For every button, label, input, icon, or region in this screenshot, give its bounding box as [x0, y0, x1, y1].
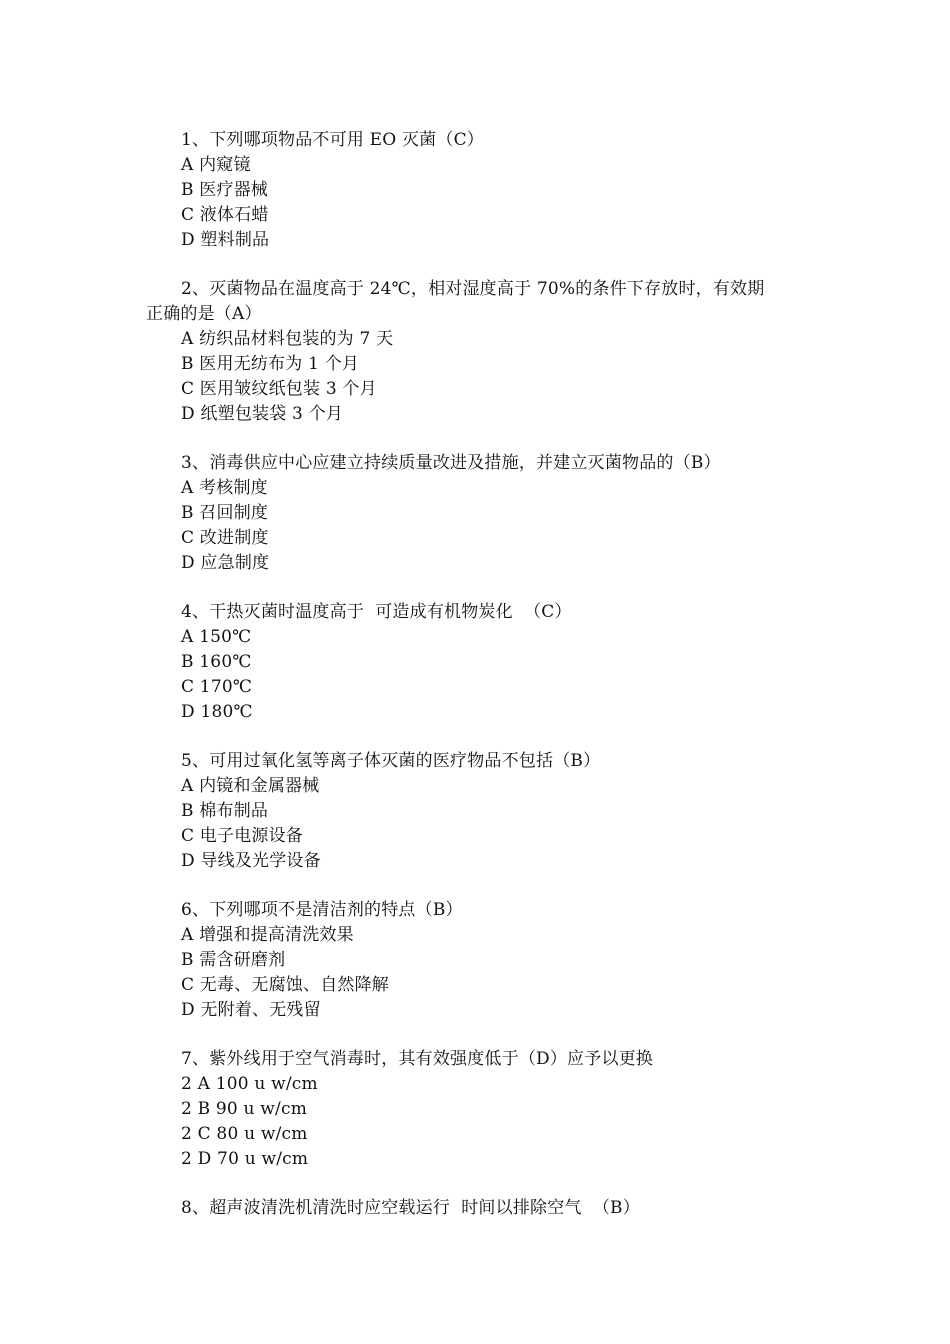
answer-option: C 医用皱纹纸包装 3 个月 — [181, 379, 377, 399]
answer-option: A 增强和提高清洗效果 — [181, 925, 354, 945]
answer-option: 2 A 100 u w/cm — [181, 1074, 318, 1094]
answer-option: C 无毒、无腐蚀、自然降解 — [181, 975, 390, 995]
question-stem: 1、下列哪项物品不可用 EO 灭菌（C） — [181, 130, 484, 150]
answer-option: A 内窥镜 — [181, 155, 251, 175]
answer-option: 2 C 80 u w/cm — [181, 1124, 308, 1144]
answer-option: A 纺织品材料包装的为 7 天 — [181, 329, 394, 349]
question-stem: 3、消毒供应中心应建立持续质量改进及措施，并建立灭菌物品的（B） — [181, 453, 721, 473]
answer-option: B 医用无纺布为 1 个月 — [181, 354, 360, 374]
answer-option: B 召回制度 — [181, 503, 269, 523]
answer-option: B 棉布制品 — [181, 801, 269, 821]
answer-option: D 导线及光学设备 — [181, 851, 321, 871]
question-stem: 7、紫外线用于空气消毒时，其有效强度低于（D）应予以更换 — [181, 1049, 654, 1069]
answer-option: A 内镜和金属器械 — [181, 776, 320, 796]
answer-option: A 考核制度 — [181, 478, 268, 498]
answer-option: A 150℃ — [181, 627, 252, 647]
question-stem: 5、可用过氧化氢等离子体灭菌的医疗物品不包括（B） — [181, 751, 601, 771]
question-stem: 6、下列哪项不是清洁剂的特点（B） — [181, 900, 463, 920]
answer-option: 2 D 70 u w/cm — [181, 1149, 309, 1169]
answer-option: D 纸塑包装袋 3 个月 — [181, 404, 344, 424]
answer-option: B 医疗器械 — [181, 180, 269, 200]
answer-option: C 170℃ — [181, 677, 253, 697]
answer-option: 2 B 90 u w/cm — [181, 1099, 308, 1119]
answer-option: D 无附着、无残留 — [181, 1000, 321, 1020]
question-stem: 8、超声波清洗机清洗时应空载运行 时间以排除空气 （B） — [181, 1198, 640, 1218]
answer-option: D 塑料制品 — [181, 230, 270, 250]
answer-option: B 160℃ — [181, 652, 252, 672]
answer-option: C 电子电源设备 — [181, 826, 304, 846]
question-stem-continued: 正确的是（A） — [146, 304, 262, 324]
answer-option: C 改进制度 — [181, 528, 269, 548]
answer-option: C 液体石蜡 — [181, 205, 269, 225]
question-stem: 2、灭菌物品在温度高于 24℃，相对湿度高于 70%的条件下存放时，有效期 — [181, 279, 765, 299]
question-stem: 4、干热灭菌时温度高于 可造成有机物炭化 （C） — [181, 602, 572, 622]
answer-option: B 需含研磨剂 — [181, 950, 286, 970]
answer-option: D 180℃ — [181, 702, 253, 722]
answer-option: D 应急制度 — [181, 553, 270, 573]
